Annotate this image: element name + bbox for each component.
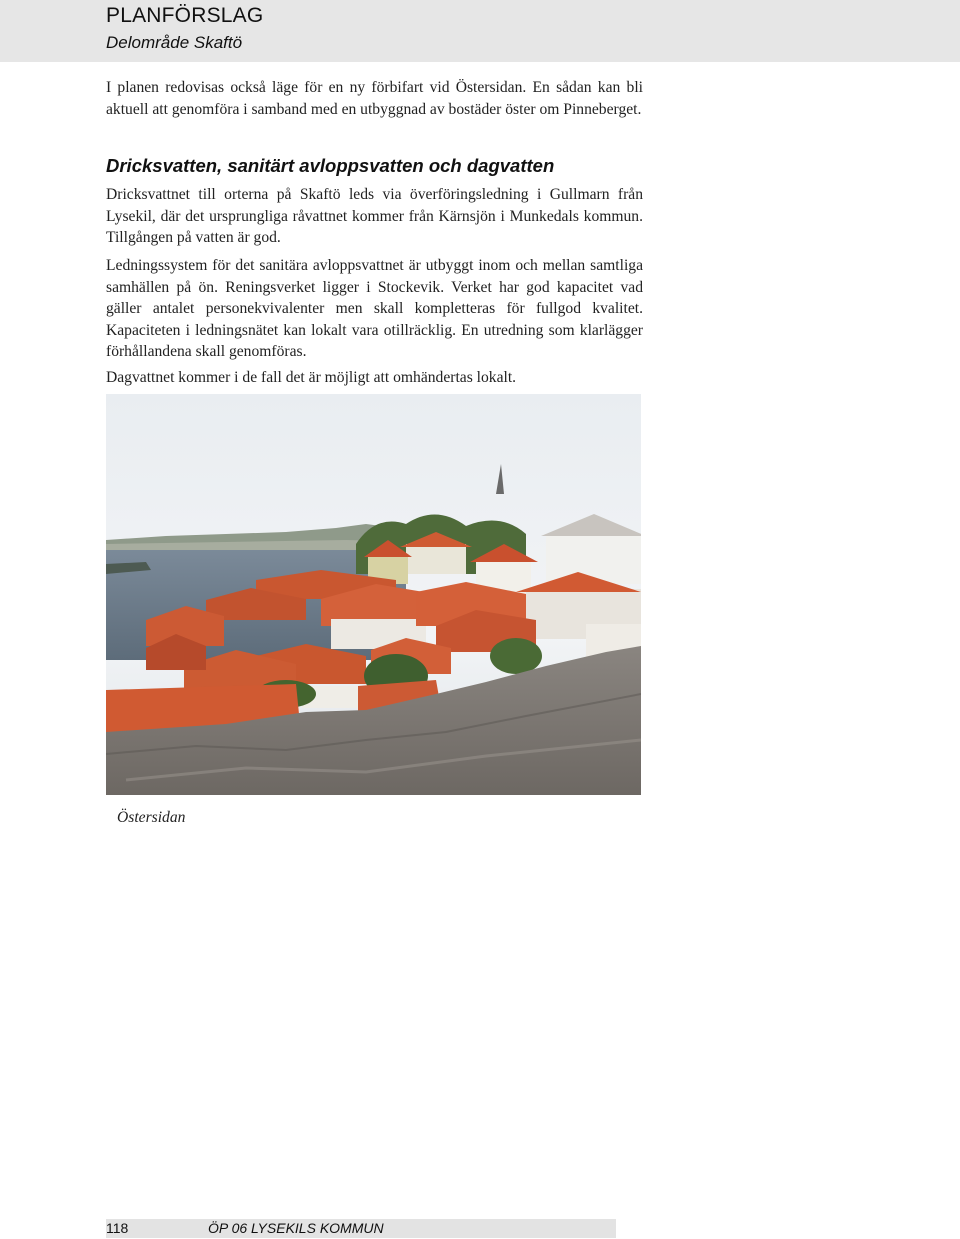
page-number: 118 <box>106 1220 129 1236</box>
header-subtitle: Delområde Skaftö <box>106 33 243 52</box>
paragraph-stormwater: Dagvattnet kommer i de fall det är möjligt att omhändertas lokalt. <box>106 369 517 386</box>
ostersidan-photo <box>106 394 641 795</box>
paragraph-sewage: Ledningssystem för det sanitära avloppsvattnet är utbyggt inom och mellan samtliga samhällen på ön. Reningsverket ligger i Stockevik. Verket har god kapacitet vad gäller antalet personekvivalenter men skall kompletteras för fullgod kvalitet. Kapaciteten i ledningsnätet kan lokalt vara otillräcklig. En utredning som klarlägger förhållandena skall genomföras. <box>106 257 643 360</box>
page-header <box>0 0 960 62</box>
section-heading: Dricksvatten, sanitärt avloppsvatten och dagvatten <box>106 155 555 176</box>
header-title: PLANFÖRSLAG <box>106 4 264 27</box>
paragraph-drinking-water: Dricksvattnet till orterna på Skaftö leds via överföringsledning i Gullmarn från Lysekil, där det ursprungliga råvattnet kommer från Kärnsjön i Munkedals kommun. Tillgången på vatten är god. <box>106 186 643 246</box>
photo-caption: Östersidan <box>117 809 186 826</box>
intro-paragraph: I planen redovisas också läge för en ny förbifart vid Östersidan. En sådan kan bli aktuell att genomföra i samband med en utbyggnad av bostäder öster om Pinneberget. <box>106 79 643 118</box>
footer-document-title: ÖP 06 LYSEKILS KOMMUN <box>208 1220 384 1236</box>
